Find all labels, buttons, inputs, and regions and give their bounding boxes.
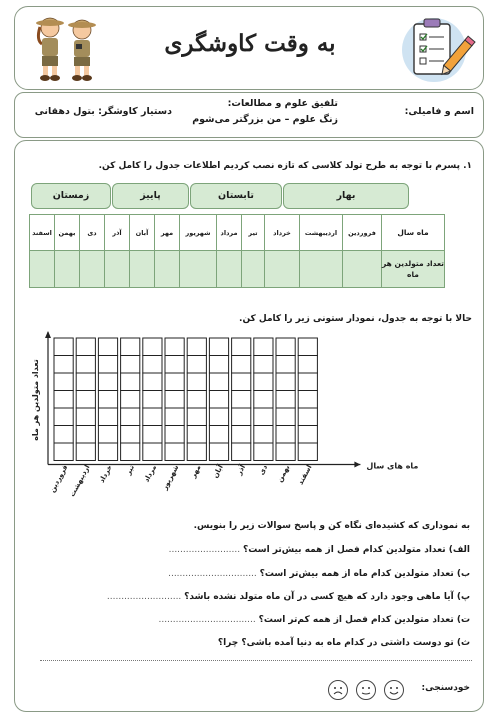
x-tick-label: شهریور [160, 463, 181, 492]
grid-cell [98, 426, 117, 444]
month-cell-tir: تیر [242, 215, 265, 251]
grid-cell [254, 408, 273, 426]
grid-cell [209, 356, 228, 374]
count-cell-aban[interactable] [130, 251, 155, 288]
grid-cell [54, 443, 73, 461]
grid-cell [209, 373, 228, 391]
y-axis-label: تعداد متولدین هر ماه [31, 359, 40, 441]
grid-cell [98, 408, 117, 426]
grid-cell [209, 426, 228, 444]
grid-cell [165, 338, 184, 356]
x-axis-arrow-icon [354, 462, 360, 468]
x-tick-label: آبان [211, 463, 225, 480]
x-tick-label: مهر [189, 463, 203, 480]
name-label: اسم و فامیلی: [404, 106, 474, 117]
grid-cell [209, 408, 228, 426]
count-cell-mordad[interactable] [217, 251, 242, 288]
grid-cell [209, 391, 228, 409]
grid-cell [276, 443, 295, 461]
grid-cell [254, 373, 273, 391]
month-cell-esfand: اسفند [30, 215, 55, 251]
clipboard-icon [396, 10, 476, 86]
grid-cell [143, 426, 162, 444]
grid-cell [254, 443, 273, 461]
grid-cell [209, 443, 228, 461]
grid-cell [76, 356, 95, 374]
month-cell-mehr: مهر [155, 215, 180, 251]
count-cell-esfand[interactable] [30, 251, 55, 288]
count-cell-farvardin[interactable] [343, 251, 382, 288]
grid-cell [98, 373, 117, 391]
grid-cell [232, 408, 251, 426]
grid-cell [187, 373, 206, 391]
grid-cell [76, 391, 95, 409]
grid-cell [98, 356, 117, 374]
grid-cell [298, 443, 317, 461]
x-tick-label: فروردین [48, 463, 70, 494]
subject-line-2: زنگ علوم – من بزرگتر می‌شوم [192, 114, 338, 125]
grid-cell [254, 356, 273, 374]
grid-cell [54, 373, 73, 391]
grid-cell [276, 426, 295, 444]
grid-cell [98, 443, 117, 461]
grid-cell [298, 356, 317, 374]
month-cell-aban: آبان [130, 215, 155, 251]
x-tick-label: خرداد [97, 463, 114, 485]
count-cell-bahman[interactable] [55, 251, 80, 288]
grid-cell [121, 426, 140, 444]
y-axis-arrow-icon [45, 331, 51, 338]
count-cell-azar[interactable] [105, 251, 130, 288]
grid-cell [165, 356, 184, 374]
season-header-row [30, 183, 409, 209]
grid-cell [121, 373, 140, 391]
grid-cell [76, 426, 95, 444]
grid-cell [54, 338, 73, 356]
grid-cell [143, 373, 162, 391]
grid-cell [121, 391, 140, 409]
self-assessment-label: خودسنجی: [421, 683, 470, 693]
grid-cell [98, 391, 117, 409]
grid-cell [276, 356, 295, 374]
grid-cell [187, 356, 206, 374]
grid-cell [187, 426, 206, 444]
grid-cell [165, 443, 184, 461]
grid-cell [254, 426, 273, 444]
question-1: ۱. پسرم با توجه به طرح تولد کلاسی که تازه نصب کردیم اطلاعات جدول را کامل کن. [98, 161, 472, 171]
x-tick-label: تیر [124, 463, 136, 477]
bar-chart [24, 330, 464, 515]
sad-face-icon[interactable] [328, 680, 348, 700]
explorer-kids-illustration [20, 10, 110, 86]
month-cell-ordibehesht: اردیبهشت [300, 215, 343, 251]
question-a: الف) تعداد متولدین کدام فصل از همه بیش‌تر است؟ ......................... [168, 545, 470, 555]
count-cell-mehr[interactable] [155, 251, 180, 288]
grid-cell [187, 408, 206, 426]
table-row-months [30, 215, 445, 251]
grid-cell [54, 426, 73, 444]
season-summer: تابستان [190, 183, 282, 209]
assistant-name: دستیار کاوشگر: بتول دهقانی [34, 106, 172, 117]
season-spring: بهار [283, 183, 409, 209]
question-e: ث) تو دوست داشتی در کدام ماه به دنیا آمده باشی؟ چرا؟ [217, 638, 470, 648]
answer-line[interactable] [40, 660, 472, 661]
x-tick-label: آذر [235, 463, 247, 477]
grid-cell [187, 391, 206, 409]
season-autumn: پاییز [112, 183, 189, 209]
grid-cell [143, 443, 162, 461]
grid-cell [187, 443, 206, 461]
month-cell-khordad: خرداد [265, 215, 300, 251]
x-tick-label: بهمن [275, 463, 292, 484]
grid-cell [76, 338, 95, 356]
grid-cell [143, 356, 162, 374]
grid-cell [254, 391, 273, 409]
x-axis-label: ماه های سال [366, 461, 419, 471]
x-tick-label: اردیبهشت [68, 463, 92, 499]
grid-cell [298, 391, 317, 409]
grid-cell [76, 408, 95, 426]
grid-cell [276, 408, 295, 426]
grid-cell [276, 391, 295, 409]
count-header-cell: تعداد متولدین هر ماه [382, 251, 445, 288]
grid-cell [232, 338, 251, 356]
season-winter: زمستان [31, 183, 111, 209]
month-header-cell: ماه سال [382, 215, 445, 251]
grid-cell [232, 443, 251, 461]
question-b: ب) تعداد متولدین کدام ماه از همه بیش‌تر است؟ ............................... [168, 569, 470, 579]
grid-cell [165, 408, 184, 426]
grid-cell [232, 426, 251, 444]
grid-cell [298, 426, 317, 444]
month-cell-bahman: بهمن [55, 215, 80, 251]
grid-cell [165, 391, 184, 409]
grid-cell [121, 356, 140, 374]
grid-cell [121, 338, 140, 356]
month-cell-shahrivar: شهریور [180, 215, 217, 251]
grid-cell [121, 443, 140, 461]
grid-cell [232, 356, 251, 374]
grid-cell [165, 373, 184, 391]
month-cell-farvardin: فروردین [343, 215, 382, 251]
count-cell-ordibehesht[interactable] [300, 251, 343, 288]
count-cell-tir[interactable] [242, 251, 265, 288]
table-row-counts [30, 251, 445, 288]
grid-cell [143, 408, 162, 426]
grid-cell [254, 338, 273, 356]
chart-instruction: حالا با توجه به جدول، نمودار ستونی زیر را کامل کن. [239, 314, 472, 324]
x-tick-label: اسفند [296, 463, 314, 487]
count-cell-shahrivar[interactable] [180, 251, 217, 288]
month-cell-dey: دی [80, 215, 105, 251]
grid-cell [76, 373, 95, 391]
grid-cell [298, 373, 317, 391]
grid-cell [165, 426, 184, 444]
grid-cell [54, 356, 73, 374]
grid-cell [143, 338, 162, 356]
count-cell-dey[interactable] [80, 251, 105, 288]
x-tick-label: مرداد [142, 463, 159, 484]
count-cell-khordad[interactable] [265, 251, 300, 288]
grid-cell [298, 338, 317, 356]
x-tick-label: دی [257, 463, 270, 477]
grid-cell [232, 391, 251, 409]
grid-cell [187, 338, 206, 356]
grid-cell [276, 338, 295, 356]
grid-cell [54, 408, 73, 426]
questions-intro: به نموداری که کشیده‌ای نگاه کن و پاسخ سوالات زیر را بنویس. [193, 521, 470, 531]
page-title: به وقت کاوشگری [164, 30, 336, 57]
month-cell-azar: آذر [105, 215, 130, 251]
question-c: پ) آیا ماهی وجود دارد که هیچ کسی در آن ماه متولد نشده باشد؟ .......................... [106, 592, 470, 602]
grid-cell [209, 338, 228, 356]
happy-face-icon[interactable] [384, 680, 404, 700]
month-cell-mordad: مرداد [217, 215, 242, 251]
neutral-face-icon[interactable] [356, 680, 376, 700]
grid-cell [276, 373, 295, 391]
grid-cell [232, 373, 251, 391]
grid-cell [54, 391, 73, 409]
grid-cell [121, 408, 140, 426]
grid-cell [143, 391, 162, 409]
birth-table [29, 214, 445, 288]
grid-cell [98, 338, 117, 356]
question-d: ت) تعداد متولدین کدام فصل از همه کم‌تر است؟ .................................. [158, 615, 470, 625]
grid-cell [76, 443, 95, 461]
grid-cell [298, 408, 317, 426]
subject-line-1: تلفیق علوم و مطالعات: [227, 98, 338, 109]
